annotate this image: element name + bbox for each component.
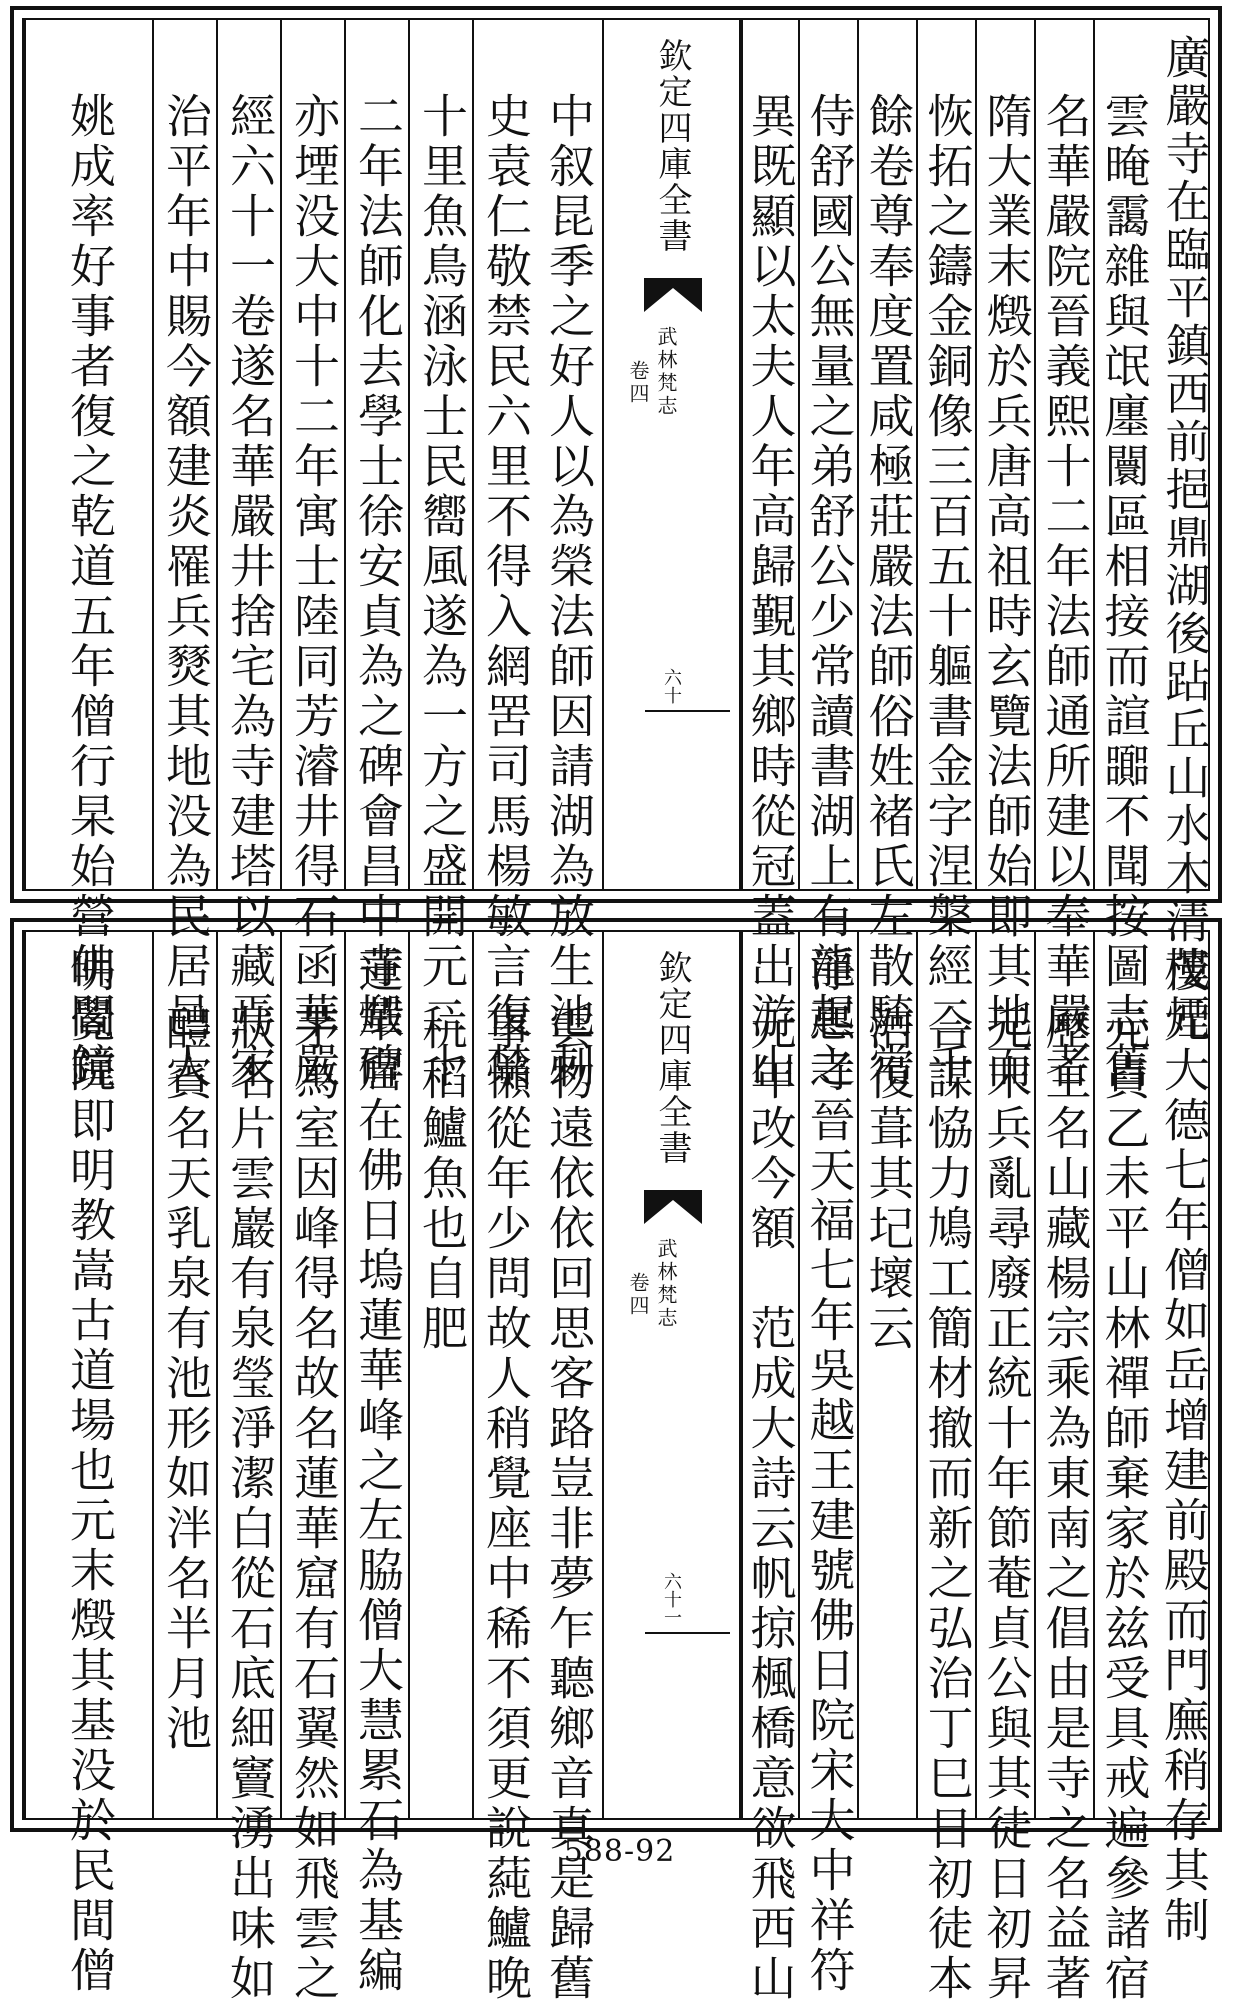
text-column (798, 932, 859, 1996)
text-column (857, 932, 918, 1818)
column-text: 元貞乙未平山林禪師棄家於兹受具戒遍參諸宿 (1097, 1004, 1152, 2004)
upper-page-frame (22, 18, 1211, 1092)
folio-number: 六十 (661, 668, 682, 704)
column-text: 名華嚴院晉義熙十二年法師通所建以奉華嚴者 (1038, 92, 1093, 1092)
column-text: 亦堙没大中十二年寓士陸同芳濬井得石函華嚴 (287, 92, 341, 1092)
column-text: 廣嚴寺在臨平鎮西前挹鼎湖後跕丘山水木清茂煙 (1157, 34, 1211, 1042)
column-text: 淨惠寺晉天福七年吳越王建號佛日院宋大中祥符 (802, 946, 857, 1996)
text-column (1152, 932, 1216, 1946)
column-text: 十里魚鳥涵泳士民嚮風遂為一方之盛開元二十 (415, 92, 469, 1092)
text-column (857, 20, 918, 1092)
column-text: 元年改今額 范成大詩云帆掠楓橋意欲飛西山 (743, 1004, 798, 2004)
text-column (975, 932, 1036, 2004)
fold-rule (645, 710, 730, 712)
column-text: 史袁仁敬禁民六里不得入網罟司馬楊敏言復禁 (479, 92, 533, 1092)
text-column (344, 20, 410, 1092)
text-column (1034, 20, 1095, 1092)
text-column (1093, 20, 1154, 1092)
column-text: 中叙昆季之好人以為榮法師因請湖為放生池刺 (542, 92, 596, 1092)
text-column (536, 20, 602, 1092)
text-column (739, 20, 800, 1092)
text-column (916, 20, 977, 1092)
text-column (24, 932, 154, 1996)
column-text: 二年法師化去學士徐安貞為之碑會昌中寺燬碑 (351, 92, 405, 1092)
column-text: 醴賓名天乳泉有池形如泮名半月池 (159, 1004, 213, 1754)
text-column (798, 20, 859, 1092)
volume-label: 卷四 (626, 360, 650, 406)
column-text: 隋大業末燬於兵唐高祖時玄覽法師始即其地而 (979, 92, 1034, 1092)
column-text: 樓元大德七年僧如岳增建前殿而門廡稍存其制 (1157, 946, 1211, 1946)
text-column (975, 20, 1036, 1092)
text-column (408, 932, 474, 1818)
column-text: 狀名片雲巖有泉瑩淨潔白從石底細竇湧出味如 (223, 1004, 277, 2004)
column-text: 蓮華窟在佛日塢蓮華峰之左脇僧大慧累石為基編 (351, 946, 405, 1996)
column-text: 姚成率好事者復之乾道五年僧行杲始營佛閣鐘 (63, 92, 117, 1092)
text-column (216, 932, 282, 2004)
book-title: 武林梵志 (654, 326, 678, 418)
column-text: 浩復葺其圮壞云 (861, 1004, 916, 1354)
text-column (280, 932, 346, 2004)
column-text: 侍舒國公無量之弟舒公少常讀書湖上有龍起之 (802, 92, 857, 1092)
column-text: 秔稻鱸魚也自肥 (415, 1004, 469, 1354)
text-column (1034, 932, 1095, 2004)
text-column (152, 20, 218, 1092)
book-title: 武林梵志 (654, 1238, 678, 1330)
text-column (472, 932, 538, 2004)
text-column (1093, 932, 1154, 2004)
book-series-title: 欽定四庫全書 (652, 950, 692, 1166)
text-column (152, 932, 218, 1818)
text-column (1152, 20, 1216, 1042)
column-text: 異既顯以太夫人年高歸覲其鄉時從冠蓋出游山 (743, 92, 798, 1092)
folio-number: 六十一 (661, 1572, 682, 1626)
column-text: 餘卷尊奉度置咸極莊嚴法師俗姓褚氏左散騎常 (861, 92, 916, 1092)
column-text: 明覺院即明教嵩古道場也元末燬其基没於民間僧 (63, 946, 117, 1996)
text-column (24, 20, 154, 1092)
fold-rule (645, 1632, 730, 1634)
center-fold (602, 20, 743, 889)
text-column (916, 932, 977, 2004)
upper-page (10, 6, 1222, 1092)
text-column (536, 932, 602, 2004)
column-text: 事懶從年少問故人稍覺座中稀不須更說蒓鱸晚 (479, 1004, 533, 2004)
center-fold (602, 932, 743, 1818)
column-text: 經六十一卷遂名華嚴井捨宅為寺建塔以藏焉宋 (223, 92, 277, 1092)
text-column (408, 20, 474, 1092)
text-column (344, 932, 410, 1996)
text-column (280, 20, 346, 1092)
column-text: 茅為室因峰得名故名蓮華窟有石翼然如飛雲之 (287, 1004, 341, 2004)
column-text: 合謀恊力鳩工簡材撤而新之弘治丁巳日初徒本 (920, 1004, 975, 2004)
page-number: 588-92 (563, 1834, 676, 1869)
text-column (739, 932, 800, 2004)
column-text: 恢拓之鑄金銅像三百五十軀書金字涅槃經二千 (920, 92, 975, 1092)
fishtail-mark-icon (644, 278, 702, 312)
column-text: 治平年中賜今額建炎罹兵燹其地没為民居邑人 (159, 92, 213, 1092)
text-column (216, 20, 282, 1092)
column-text: 歷主名山藏楊宗乘為東南之倡由是寺之名益著 (1038, 1004, 1093, 2004)
column-text: 元末兵亂尋廢正統十年節菴貞公與其徒日初昇 (979, 1004, 1034, 2004)
volume-label: 卷四 (626, 1272, 650, 1318)
column-text: 雲物遠依依回思客路豈非夢乍聽鄉音真是歸舊 (542, 1004, 596, 2004)
book-series-title: 欽定四庫全書 (652, 38, 692, 254)
column-text: 雲晻靄雜與氓廛闤區相接而諠嚻不聞按圖志舊 (1097, 92, 1152, 1092)
fishtail-mark-icon (644, 1190, 702, 1224)
text-column (472, 20, 538, 1092)
